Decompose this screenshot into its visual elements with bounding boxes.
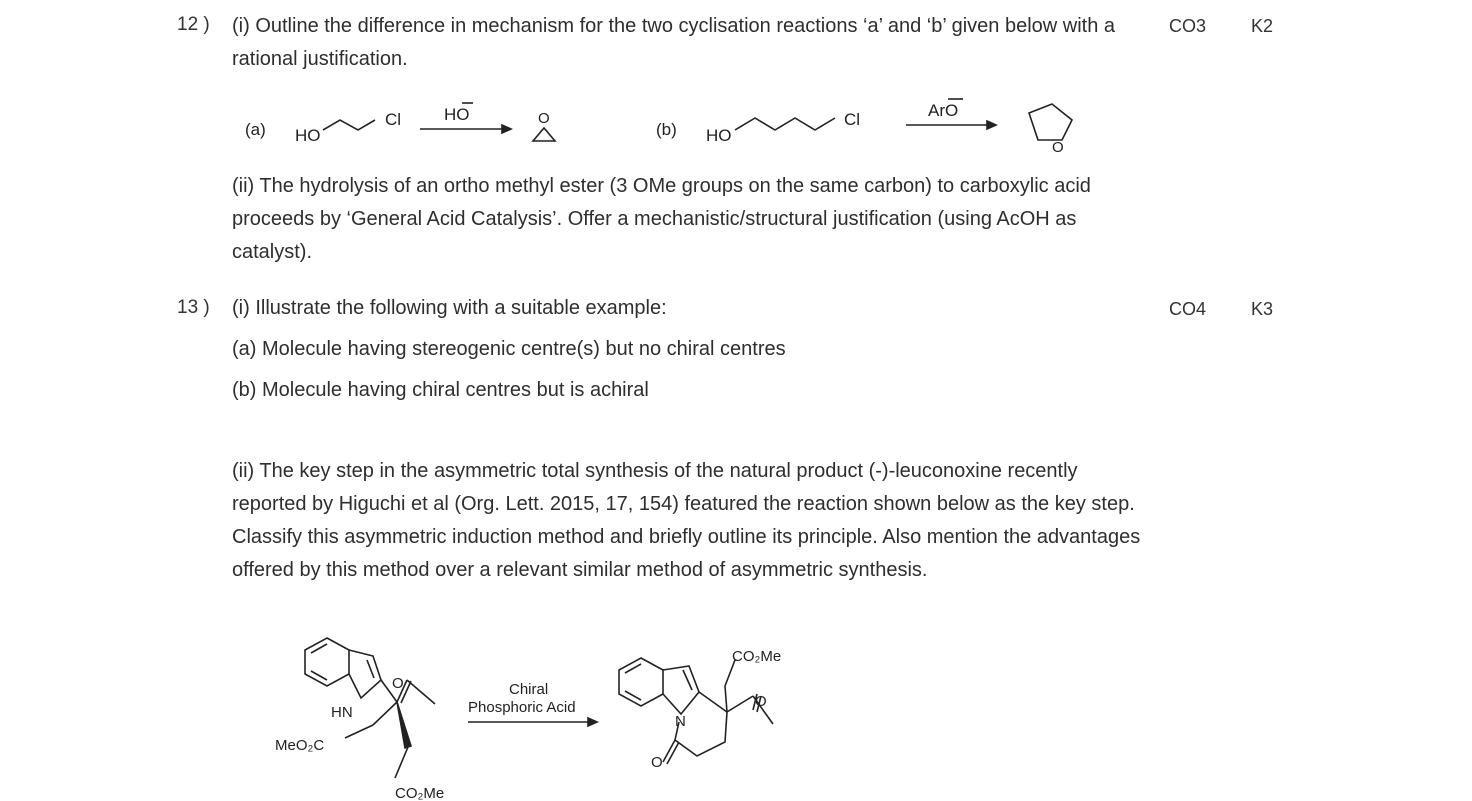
q13-item-a: (a) Molecule having stereogenic centre(s) but no chiral centres xyxy=(232,338,786,360)
asymmetric-synthesis-scheme xyxy=(265,630,825,801)
reaction-a-label: (a) xyxy=(245,120,266,139)
reaction-b-label: (b) xyxy=(656,120,677,139)
course-outcome-12: CO3 xyxy=(1169,16,1207,36)
sm-hn-label: HN xyxy=(331,704,353,721)
sm-co2me-bottom: CO₂Me xyxy=(395,785,445,801)
question-number-12: 12 ) xyxy=(177,14,210,35)
knowledge-level-13: K3 xyxy=(1251,299,1274,319)
sm-ketone-o: O xyxy=(392,675,404,692)
reagent-line-2: Phosphoric Acid xyxy=(468,699,576,716)
knowledge-level-12: K2 xyxy=(1251,16,1274,36)
course-outcome-13: CO4 xyxy=(1169,299,1207,319)
epoxide-ring xyxy=(533,128,555,141)
product-n-label: N xyxy=(675,713,686,730)
q13-item-b: (b) Molecule having chiral centres but is achiral xyxy=(232,379,649,401)
reaction-b-cl: Cl xyxy=(844,110,861,129)
sm-meo2c-label: MeO₂C xyxy=(275,737,325,754)
q12-part-i-text: (i) Outline the difference in mechanism for the two cyclisation reactions ‘a’ and ‘b’ given below with a rational justification. xyxy=(232,15,1116,70)
reaction-b-chain xyxy=(735,118,835,130)
reaction-a-cl: Cl xyxy=(385,110,402,129)
sm-benzene-ring xyxy=(305,638,349,686)
thf-ring xyxy=(1029,104,1072,140)
product-lactam-o: O xyxy=(651,754,663,771)
reaction-b-thf-o: O xyxy=(1052,139,1064,156)
reaction-b-reagent: ArO xyxy=(928,101,959,120)
product-pyrrole-ring xyxy=(663,666,699,714)
reaction-a-chain xyxy=(323,120,375,130)
product-co2me-top: CO₂Me xyxy=(732,648,782,665)
reaction-a-epoxide-o: O xyxy=(538,110,550,127)
reaction-b-ho: HO xyxy=(706,126,732,145)
product-benzene-ring xyxy=(619,658,663,706)
sm-pyrrole-ring xyxy=(349,650,381,698)
q13-part-i-text: (i) Illustrate the following with a suitable example: xyxy=(232,297,667,319)
product-ketone-o: O xyxy=(755,693,767,710)
q13-part-ii-text: (ii) The key step in the asymmetric total synthesis of the natural product (-)-leuconoxine recently reported by Higuchi et al (Org. Lett. 2015, 17, 154) featured the reaction shown below as the key step. Classify this asymmetric induction method and briefly outline its principle. Also mention the advantages offered by this method over a relevant similar method of asymmetric synthesis. xyxy=(232,460,1141,581)
reagent-line-1: Chiral xyxy=(509,681,549,698)
reaction-a-reagent: HO xyxy=(444,105,470,124)
cyclisation-reactions-scheme xyxy=(230,90,1090,160)
question-number-13: 13 ) xyxy=(177,297,210,318)
q12-part-ii-text: (ii) The hydrolysis of an ortho methyl ester (3 OMe groups on the same carbon) to carboxylic acid proceeds by ‘General Acid Catalysis’. Offer a mechanistic/structural justification (using AcOH as catalyst). xyxy=(232,175,1091,263)
reaction-a-ho: HO xyxy=(295,126,321,145)
